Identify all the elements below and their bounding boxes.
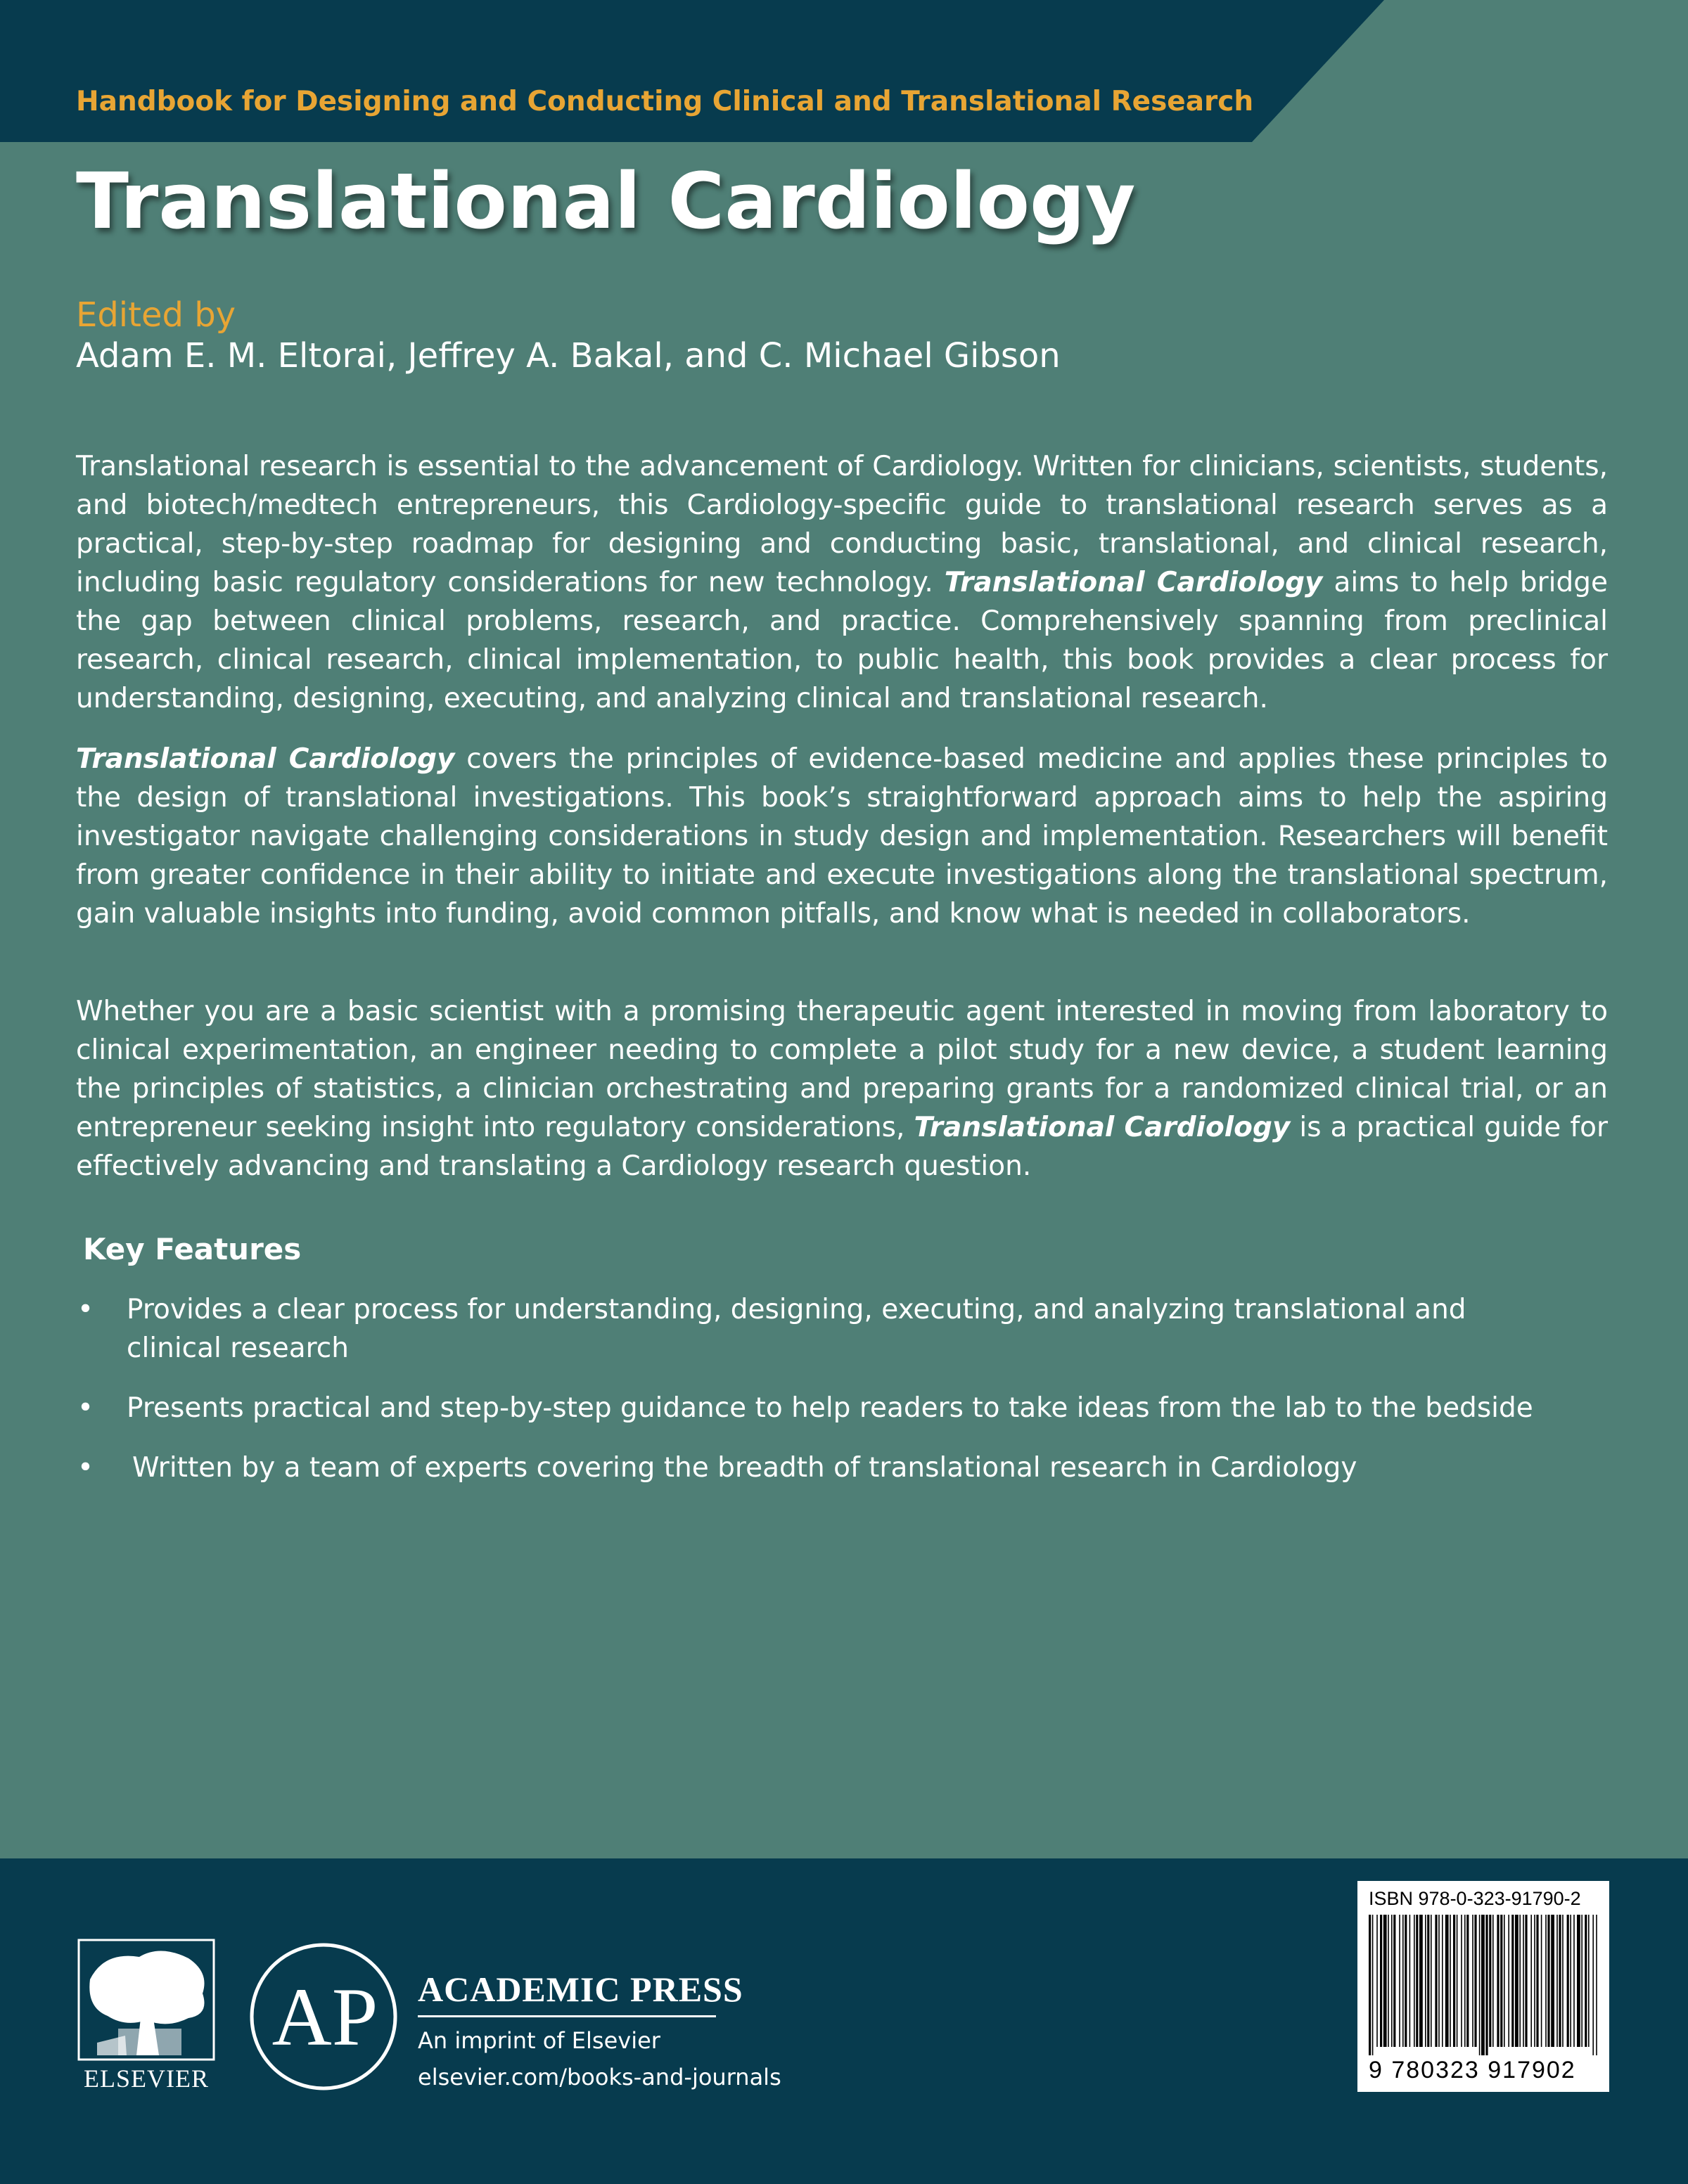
barcode-bar <box>1489 1915 1491 2047</box>
book-title: Translational Cardiology <box>76 156 1136 246</box>
list-item <box>76 1389 1623 1427</box>
isbn-label: ISBN 978-0-323-91790-2 <box>1369 1888 1581 1909</box>
barcode-bar <box>1508 1915 1509 2047</box>
feature-text: Presents practical and step-by-step guidance to help readers to take ideas from the lab to the bedside <box>127 1392 1533 1424</box>
barcode-bar <box>1504 1915 1505 2047</box>
barcode-bar <box>1399 1915 1400 2047</box>
barcode-bar <box>1442 1915 1443 2047</box>
feature-text: Provides a clear process for understanding, designing, executing, and analyzing translational and clinical research <box>127 1294 1466 1364</box>
elsevier-tree-logo-icon <box>76 1937 217 2085</box>
publisher-url: elsevier.com/books-and-journals <box>418 2064 781 2090</box>
barcode-bar <box>1492 1915 1494 2047</box>
barcode-bar <box>1380 1915 1382 2047</box>
barcode-bar <box>1369 1915 1371 2055</box>
barcode-bar <box>1577 1915 1580 2047</box>
book-title-italic: Translational Cardiology <box>76 743 455 775</box>
barcode-bar <box>1425 1915 1426 2047</box>
barcode-bar <box>1450 1915 1451 2047</box>
barcode-bar <box>1464 1915 1466 2047</box>
barcode-bar <box>1588 1915 1590 2047</box>
book-title-italic: Translational Cardiology <box>914 1112 1291 1143</box>
barcode-bar <box>1567 1915 1569 2047</box>
barcode-bar <box>1472 1915 1473 2047</box>
paragraph-text: Translational research is essential to the advancement of Cardiology. Written for clinicians, scientists, students, and biotech/medtech entrepreneurs, this Cardiology-specific guide to translational research serves as a practical, step-by-step roadmap for designing and conducting basic, translational, and clinical research, including basic regulatory considerations for new technology. <box>76 451 1608 598</box>
barcode-bar <box>1474 1915 1476 2047</box>
barcode-digits: 9 780323 917902 <box>1369 2057 1576 2083</box>
barcode-bar <box>1515 1915 1518 2047</box>
barcode-bar <box>1530 1915 1532 2047</box>
barcode-bar <box>1393 1915 1395 2047</box>
barcode-bar <box>1562 1915 1564 2047</box>
barcode-bar <box>1481 1915 1485 2055</box>
barcode-bar <box>1592 1915 1594 2055</box>
barcode-bar <box>1547 1915 1549 2047</box>
feature-text: Written by a team of experts covering the breadth of translational research in Cardiology <box>132 1452 1357 1484</box>
paragraph-text: Whether you are a basic scientist with a promising therapeutic agent interested in moving from laboratory to clinical experimentation, an engineer needing to complete a pilot study for a new device, a student learning the principles of statistics, a clinician orchestrating and preparing grants for a randomized clinical trial, or an entrepreneur seeking insight into regulatory considerations, <box>76 996 1608 1143</box>
barcode-bar <box>1523 1915 1524 2047</box>
barcode-bar <box>1559 1915 1561 2047</box>
description-paragraph-1 <box>76 447 1608 718</box>
barcode-bar <box>1534 1915 1535 2047</box>
barcode-bar <box>1556 1915 1558 2047</box>
list-item <box>76 1448 1623 1487</box>
barcode-bar <box>1383 1915 1387 2047</box>
barcode-bar <box>1525 1915 1527 2047</box>
barcode-bar <box>1551 1915 1554 2047</box>
barcode-bar <box>1500 1915 1502 2047</box>
publisher-divider <box>418 2015 716 2017</box>
book-title-italic: Translational Cardiology <box>944 567 1323 598</box>
barcode-bar <box>1479 1915 1481 2055</box>
barcode-bar <box>1405 1915 1407 2047</box>
barcode-bar <box>1497 1915 1499 2047</box>
bullet-icon: • <box>77 1294 94 1325</box>
series-title: Handbook for Designing and Conducting Clinical and Translational Research <box>76 86 1254 117</box>
key-features-list <box>76 1290 1623 1508</box>
barcode-bar <box>1416 1915 1418 2047</box>
description-paragraph-3 <box>76 992 1608 1186</box>
barcode-bar <box>1445 1915 1449 2047</box>
barcode-bar <box>1391 1915 1393 2047</box>
barcode-bar <box>1570 1915 1571 2047</box>
barcode-bar <box>1427 1915 1429 2047</box>
top-banner <box>0 0 1688 142</box>
barcode-bar <box>1453 1915 1455 2047</box>
paragraph-text: aims to help bridge the gap between clinical problems, research, and practice. Comprehensively spanning from preclinical research, clinical research, clinical implementation, to public health, this book provides a clear process for understanding, designing, executing, and analyzing clinical and translational research. <box>76 567 1608 714</box>
barcode-bar <box>1596 1915 1597 2055</box>
barcode-bar <box>1431 1915 1432 2047</box>
barcode-bar <box>1536 1915 1538 2047</box>
barcode-bar <box>1585 1915 1587 2047</box>
barcode-bar <box>1485 1915 1488 2055</box>
publisher-name: ACADEMIC PRESS <box>418 1970 743 2009</box>
barcode-bar <box>1519 1915 1521 2047</box>
barcode-bar <box>1573 1915 1575 2047</box>
barcode-bar <box>1457 1915 1458 2047</box>
list-item <box>76 1290 1623 1368</box>
barcode-bar <box>1414 1915 1415 2047</box>
barcode-icon <box>1367 1915 1599 2055</box>
elsevier-wordmark: ELSEVIER <box>84 2064 209 2093</box>
barcode-bar <box>1545 1915 1547 2047</box>
barcode-bar <box>1409 1915 1411 2047</box>
description-paragraph-2 <box>76 740 1608 933</box>
edited-by-label: Edited by <box>76 295 236 335</box>
paragraph-text: covers the principles of evidence-based medicine and applies these principles to the design of translational investigations. This book’s straightforward approach aims to help the aspiring investigator navigate challenging considerations in study design and implementation. Researchers will benefit from greater confidence in their ability to initiate and execute investigations along the translational spectrum, gain valuable insights into funding, avoid common pitfalls, and know what is needed in collaborators. <box>76 743 1608 930</box>
editors: Adam E. M. Eltorai, Jeffrey A. Bakal, and C. Michael Gibson <box>76 336 1061 375</box>
imprint-line: An imprint of Elsevier <box>418 2027 660 2054</box>
barcode-bar <box>1461 1915 1462 2047</box>
barcode-bar <box>1438 1915 1440 2047</box>
bullet-icon: • <box>77 1452 94 1484</box>
barcode-bar <box>1541 1915 1542 2047</box>
barcode-bar <box>1581 1915 1582 2047</box>
barcode-bar <box>1419 1915 1423 2047</box>
academic-press-logo-icon <box>246 1939 401 2094</box>
barcode-bar <box>1435 1915 1437 2047</box>
barcode-bar <box>1402 1915 1404 2047</box>
barcode-bar <box>1388 1915 1389 2047</box>
barcode-bar <box>1466 1915 1469 2047</box>
barcode-bar <box>1376 1915 1378 2047</box>
barcode-bar <box>1511 1915 1514 2047</box>
paragraph-text: is a practical guide for effectively advancing and translating a Cardiology research question. <box>76 1112 1608 1182</box>
isbn-barcode <box>1357 1881 1609 2092</box>
key-features-heading: Key Features <box>83 1232 302 1266</box>
barcode-bar <box>1372 1915 1374 2055</box>
bullet-icon: • <box>77 1392 94 1424</box>
ap-monogram: AP <box>271 1971 378 2063</box>
